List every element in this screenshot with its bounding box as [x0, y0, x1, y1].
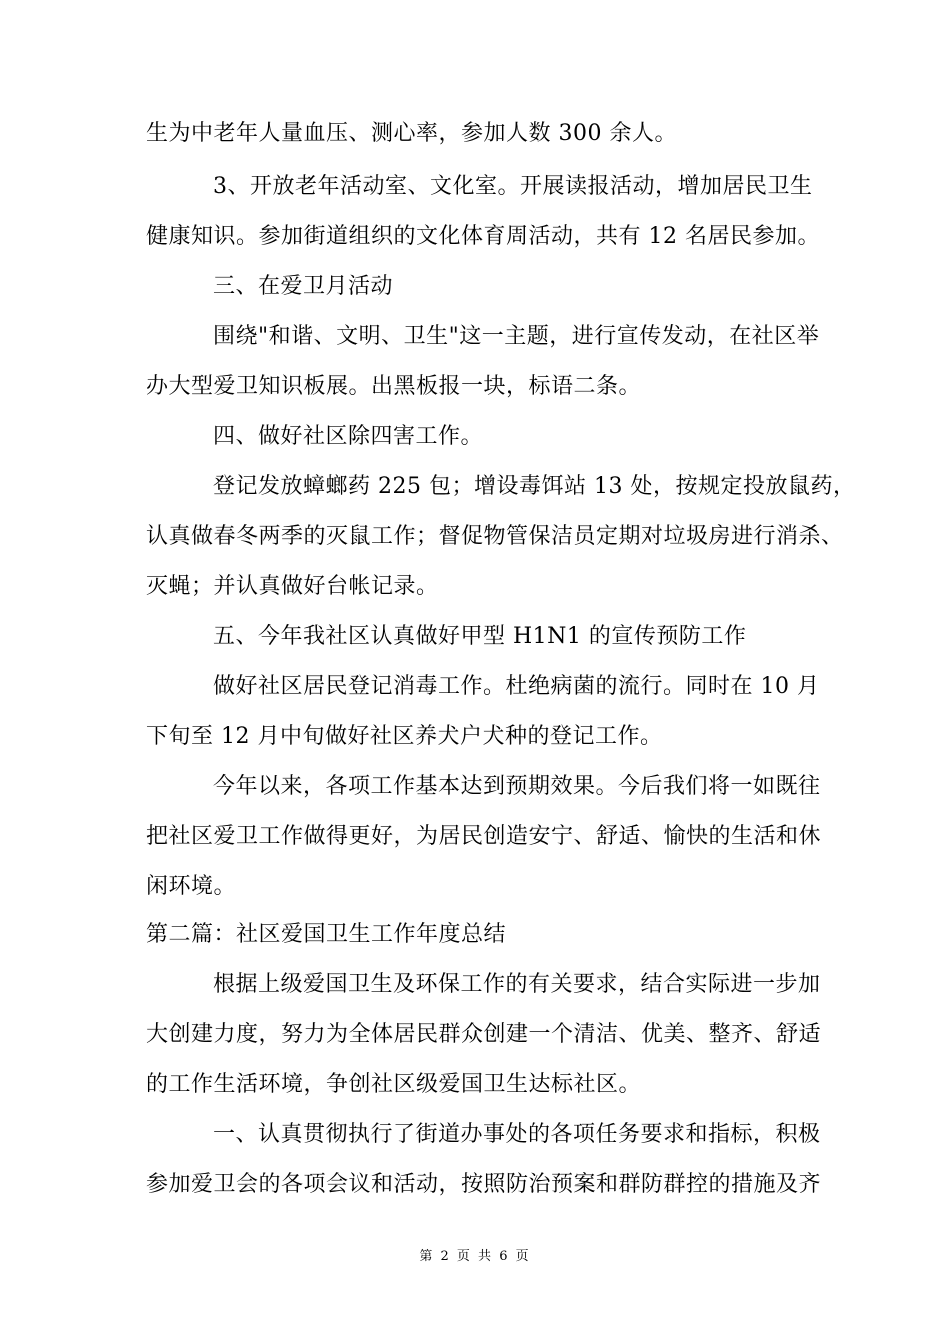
- section-heading: 三、在爱卫月活动: [213, 274, 394, 299]
- body-text-line: 把社区爱卫工作做得更好，为居民创造安宁、舒适、愉快的生活和休: [146, 824, 822, 849]
- page-number-footer: 第 2 页 共 6 页: [419, 1249, 531, 1264]
- body-text-line: 做好社区居民登记消毒工作。杜绝病菌的流行。同时在 10 月: [213, 674, 820, 699]
- body-text-line: 今年以来，各项工作基本达到预期效果。今后我们将一如既往: [213, 774, 821, 799]
- article-title: 第二篇：社区爱国卫生工作年度总结: [146, 922, 507, 947]
- body-text-line: 办大型爱卫知识板展。出黑板报一块，标语二条。: [146, 374, 642, 399]
- section-heading: 五、今年我社区认真做好甲型 H1N1 的宣传预防工作: [213, 624, 747, 649]
- body-text-line: 参加爱卫会的各项会议和活动，按照防治预案和群防群控的措施及齐: [146, 1172, 822, 1197]
- body-text-line: 的工作生活环境，争创社区级爱国卫生达标社区。: [146, 1072, 642, 1097]
- body-text-line: 围绕"和谐、文明、卫生"这一主题，进行宣传发动，在社区举: [213, 324, 820, 349]
- body-text-line: 闲环境。: [146, 874, 237, 899]
- body-text-line: 大创建力度，努力为全体居民群众创建一个清洁、优美、整齐、舒适: [146, 1022, 822, 1047]
- body-text-line: 认真做春冬两季的灭鼠工作；督促物管保洁员定期对垃圾房进行消杀、: [146, 524, 844, 549]
- body-text-line: 一、认真贯彻执行了街道办事处的各项任务要求和指标，积极: [213, 1122, 821, 1147]
- body-text-line: 下旬至 12 月中旬做好社区养犬户犬种的登记工作。: [146, 724, 663, 749]
- body-text-line: 生为中老年人量血压、测心率，参加人数 300 余人。: [146, 121, 677, 146]
- body-text-line: 3、开放老年活动室、文化室。开展读报活动，增加居民卫生: [213, 174, 813, 199]
- body-text-line: 健康知识。参加街道组织的文化体育周活动，共有 12 名居民参加。: [146, 224, 820, 249]
- body-text-line: 登记发放蟑螂药 225 包；增设毒饵站 13 处，按规定投放鼠药，: [213, 474, 856, 499]
- section-heading: 四、做好社区除四害工作。: [213, 424, 484, 449]
- body-text-line: 根据上级爱国卫生及环保工作的有关要求，结合实际进一步加: [213, 972, 821, 997]
- body-text-line: 灭蝇；并认真做好台帐记录。: [146, 574, 439, 599]
